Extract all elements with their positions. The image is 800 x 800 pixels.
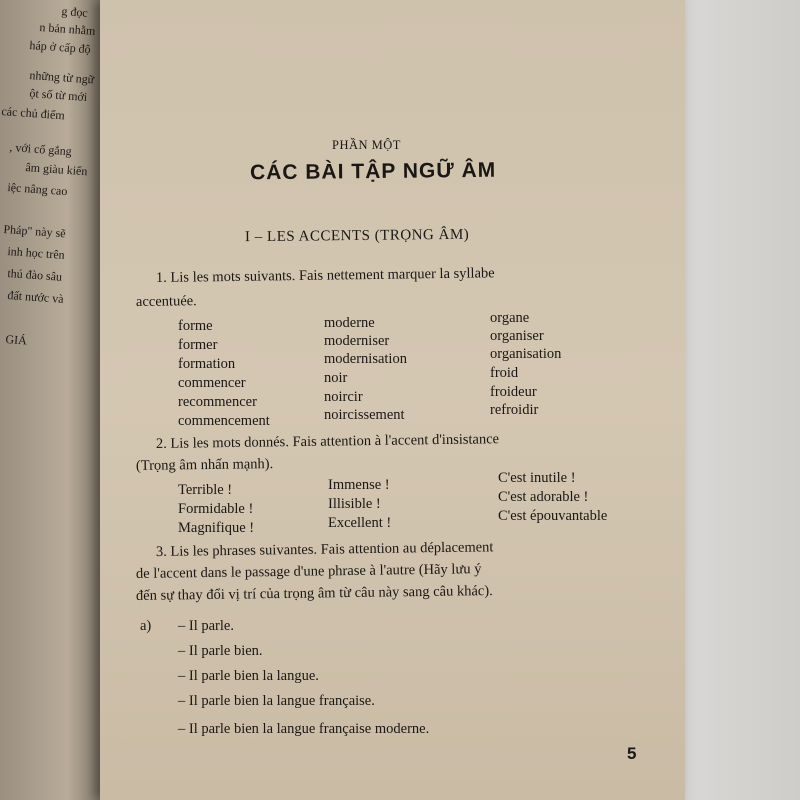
- exercise-3-instruction: 3. Lis les phrases suivantes. Fais attention au déplacement: [155, 539, 494, 560]
- ex2-word: Magnifique !: [178, 520, 255, 536]
- left-fragment: GIÁ: [5, 332, 28, 348]
- left-fragment: ột số từ mới: [29, 86, 88, 105]
- sentence: – Il parle bien.: [178, 643, 263, 659]
- left-fragment: âm giàu kiến: [25, 160, 88, 179]
- ex1-word: commencer: [178, 375, 246, 391]
- section-title: I – LES ACCENTS (TRỌNG ÂM): [244, 226, 470, 246]
- exercise-3-instruction-cont: đến sự thay đổi vị trí của trọng âm từ câu này sang câu khác).: [135, 583, 493, 604]
- exercise-2-instruction: 2. Lis les mots donnés. Fais attention à l'accent d'insistance: [155, 431, 500, 452]
- ex1-word: forme: [178, 318, 213, 334]
- ex2-word: Formidable !: [178, 501, 254, 517]
- left-fragment: iệc nâng cao: [7, 180, 68, 199]
- left-fragment: thú đào sâu: [7, 266, 63, 284]
- ex1-word: froid: [490, 365, 519, 381]
- ex1-word: formation: [178, 356, 236, 372]
- left-fragment: háp ở cấp độ: [29, 38, 92, 57]
- ex1-word: froideur: [490, 384, 537, 400]
- left-fragment: , với cố gắng: [9, 140, 73, 159]
- left-fragment: n bản nhằm: [39, 20, 96, 38]
- left-fragment: Pháp" này sẽ: [3, 222, 67, 241]
- ex1-word: noir: [324, 370, 348, 386]
- exercise-1-instruction: 1. Lis les mots suivants. Fais nettement marquer la syllabe: [155, 265, 495, 286]
- ex1-word: refroidir: [490, 402, 539, 418]
- page-title: CÁC BÀI TẬP NGỮ ÂM: [249, 158, 497, 185]
- part-label: PHẦN MỘT: [332, 138, 401, 152]
- ex1-word: recommencer: [178, 394, 257, 410]
- sub-item-label: a): [140, 618, 152, 634]
- ex1-word: modernisation: [324, 351, 407, 367]
- ex2-word: C'est adorable !: [498, 489, 589, 505]
- ex2-word: Excellent !: [328, 515, 392, 531]
- exercise-1-instruction-cont: accentuée.: [135, 293, 197, 310]
- sentence: – Il parle.: [178, 618, 234, 634]
- ex1-word: noircir: [324, 389, 363, 405]
- ex1-word: moderniser: [324, 333, 390, 349]
- book-page: [100, 0, 685, 800]
- ex1-word: organe: [490, 310, 530, 326]
- ex1-word: moderne: [324, 315, 375, 331]
- ex2-word: Immense !: [328, 477, 390, 493]
- ex2-word: Illisible !: [328, 496, 381, 512]
- page-number: 5: [627, 744, 637, 763]
- ex2-word: C'est épouvantable: [498, 508, 608, 524]
- ex1-word: former: [178, 337, 218, 353]
- ex1-word: organiser: [490, 328, 544, 344]
- sentence: – Il parle bien la langue française moderne.: [178, 721, 430, 737]
- ex2-word: Terrible !: [178, 482, 233, 498]
- ex2-word: C'est inutile !: [498, 470, 576, 486]
- left-fragment: các chủ điểm: [1, 104, 66, 123]
- left-fragment: những từ ngữ: [29, 68, 95, 87]
- sentence: – Il parle bien la langue.: [178, 668, 319, 684]
- left-fragment: g đọc: [61, 4, 89, 20]
- sentence: – Il parle bien la langue française.: [178, 693, 375, 709]
- exercise-2-instruction-cont: (Trọng âm nhấn mạnh).: [135, 456, 274, 474]
- left-fragment: đất nước và: [7, 288, 65, 306]
- exercise-3-instruction-cont: de l'accent dans le passage d'une phrase à l'autre (Hãy lưu ý: [135, 561, 482, 582]
- left-fragment: inh học trên: [7, 244, 66, 262]
- left-page: [0, 0, 112, 800]
- ex1-word: organisation: [490, 346, 562, 362]
- ex1-word: noircissement: [324, 407, 405, 423]
- ex1-word: commencement: [178, 413, 270, 429]
